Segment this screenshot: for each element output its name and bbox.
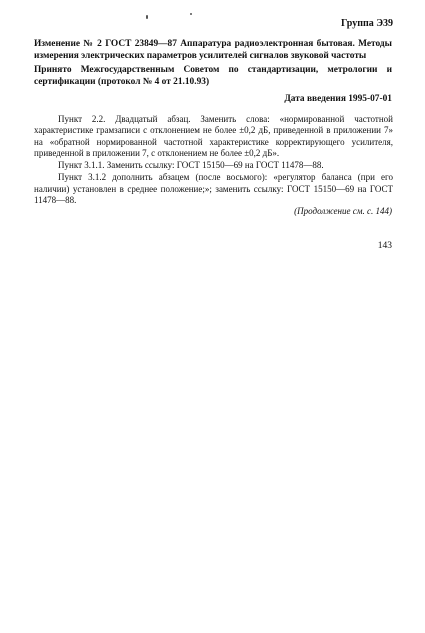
paragraph-2-2: Пункт 2.2. Двадцатый абзац. Заменить слова: «нормированной частотной характеристике грамзаписи с отклонением не более ±0,2 дБ, приведенной в приложении 7» на «обратной нормированной частотной характеристике корректирующего усилителя, приведенной в приложении 7, с отклонением не более ±0,2 дБ». <box>34 114 393 158</box>
group-label: Группа Э39 <box>341 18 393 29</box>
paragraph-3-1-1: Пункт 3.1.1. Заменить ссылку: ГОСТ 15150—69 на ГОСТ 11478—88. <box>58 160 324 171</box>
paragraph-3-1-2: Пункт 3.1.2 дополнить абзацем (после восьмого): «регулятор баланса (при его наличии) установлен в среднее положение;»; заменить ссылку: ГОСТ 15150—69 на ГОСТ 11478—88. <box>34 172 393 206</box>
amendment-body <box>34 114 393 207</box>
accepted-by-council: Принято Межгосударственным Советом по стандартизации, метрологии и сертификации (протокол № 4 от 21.10.93) <box>34 65 392 87</box>
continuation-note: (Продолжение см. с. 144) <box>294 206 392 216</box>
scan-speck <box>146 15 148 19</box>
amendment-title: Изменение № 2 ГОСТ 23849—87 Аппаратура радиоэлектронная бытовая. Методы измерения электрических параметров усилителей сигналов звуковой частоты <box>34 39 392 61</box>
page-number: 143 <box>377 241 392 251</box>
introduction-date: Дата введения 1995-07-01 <box>284 94 392 104</box>
scan-speck <box>190 13 192 15</box>
